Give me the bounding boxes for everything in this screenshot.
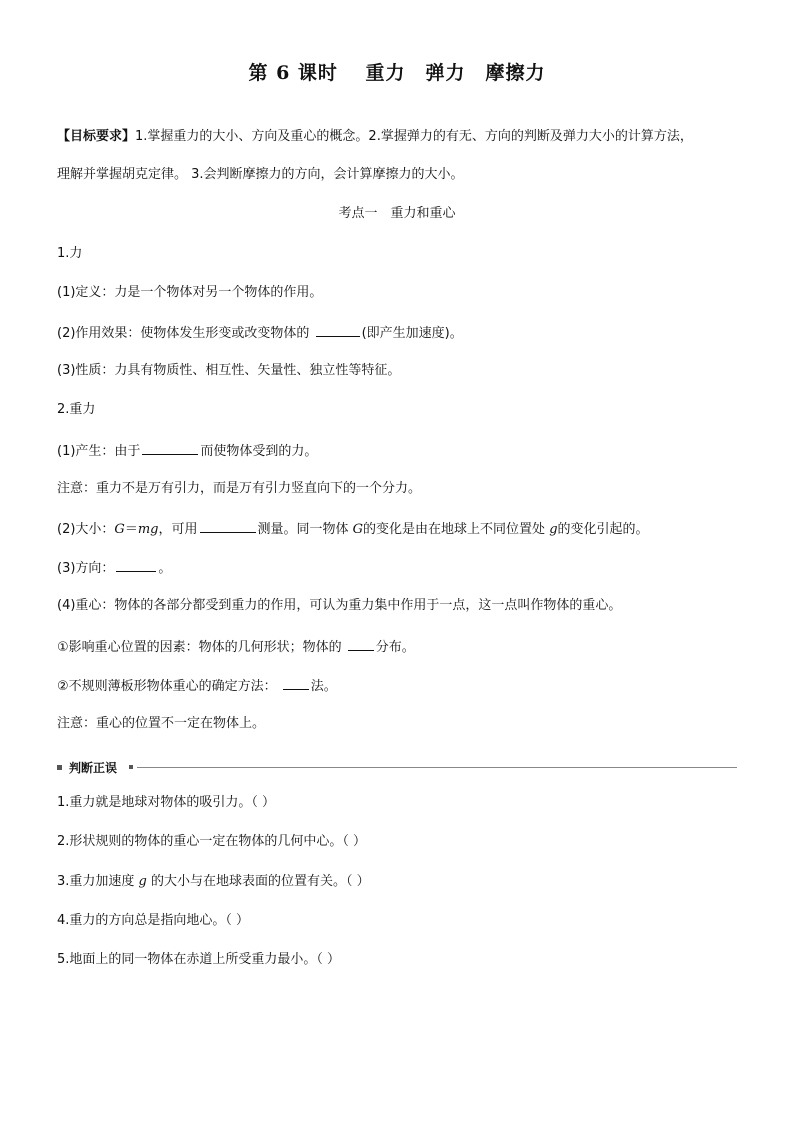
gravity-size-post1: 测量。同一物体: [257, 522, 349, 537]
objectives-line-2: 理解并掌握胡克定律。 3.会判断摩擦力的方向，会计算摩擦力的大小。: [57, 167, 464, 182]
section-heading: 考点一 重力和重心: [338, 206, 456, 221]
center-factor-post: 分布。: [375, 640, 415, 655]
judge-item-4: 4.重力的方向总是指向地心。（ ）: [57, 913, 250, 928]
gravity-size-post3: 的变化引起的。: [557, 522, 649, 537]
objectives-label: 【目标要求】: [57, 129, 136, 144]
gravity-direction-pre: (3)方向：: [57, 561, 115, 576]
gravity-origin-pre: (1)产生：由于: [57, 444, 141, 459]
formula-eq: ＝: [124, 522, 138, 537]
gravity-size-post2: 的变化是由在地球上不同位置处: [363, 522, 546, 537]
blank-field: [348, 636, 374, 651]
gravity-center: (4)重心：物体的各部分都受到重力的作用，可认为重力集中作用于一点，这一点叫作物体的重心。: [57, 598, 622, 613]
gravity-size-pre: (2)大小：: [57, 522, 115, 537]
judge-item-3: [57, 872, 747, 892]
formula-g: G: [114, 522, 125, 537]
var-small-g: g: [549, 522, 558, 537]
force-definition: (1)定义：力是一个物体对另一个物体的作用。: [57, 285, 323, 300]
lesson-title: 第 6 课时 重力 弹力 摩擦力: [248, 62, 546, 84]
center-method-pre: ②不规则薄板形物体重心的确定方法：: [57, 679, 277, 694]
blank-field: [316, 322, 360, 337]
judge-section-bar: [57, 759, 737, 779]
objectives-text-1: 1.掌握重力的大小、方向及重心的概念。2.掌握弹力的有无、方向的判断及弹力大小的计算方法，: [135, 129, 693, 144]
blank-field: [283, 675, 309, 690]
gravity-note-1: 注意：重力不是万有引力，而是万有引力竖直向下的一个分力。: [57, 481, 422, 496]
judge-item-3-post: 的大小与在地球表面的位置有关。（ ）: [151, 874, 370, 889]
center-factor: [57, 636, 747, 658]
gravity-size-mid: ，可用: [158, 522, 198, 537]
force-nature: (3)性质：力具有物质性、相互性、矢量性、独立性等特征。: [57, 363, 401, 378]
divider: [137, 767, 737, 768]
judge-item-5: 5.地面上的同一物体在赤道上所受重力最小。（ ）: [57, 952, 341, 967]
var-small-g: g: [138, 874, 147, 889]
force-effect: [57, 322, 747, 344]
center-method: [57, 675, 747, 697]
gravity-heading: 2.重力: [57, 402, 96, 417]
objectives-line-1: [57, 127, 747, 147]
judge-label: 判断正误: [69, 761, 118, 775]
center-method-post: 法。: [310, 679, 337, 694]
var-g: G: [352, 522, 364, 537]
force-effect-post: (即产生加速度)。: [361, 326, 463, 341]
force-effect-pre: (2)作用效果：使物体发生形变或改变物体的: [57, 326, 310, 341]
square-bullet-icon: [129, 765, 133, 769]
gravity-origin: [57, 440, 747, 462]
formula-mg: mg: [137, 522, 159, 537]
gravity-size: [57, 518, 747, 540]
blank-field: [116, 557, 156, 572]
gravity-origin-post: 而使物体受到的力。: [200, 444, 318, 459]
judge-item-3-pre: 3.重力加速度: [57, 874, 135, 889]
gravity-direction: [57, 557, 747, 579]
blank-field: [200, 518, 256, 533]
judge-item-2: 2.形状规则的物体的重心一定在物体的几何中心。（ ）: [57, 834, 367, 849]
gravity-direction-post: 。: [158, 561, 172, 576]
force-heading: 1.力: [57, 246, 83, 261]
blank-field: [142, 440, 198, 455]
center-factor-pre: ①影响重心位置的因素：物体的几何形状；物体的: [57, 640, 342, 655]
judge-item-1: 1.重力就是地球对物体的吸引力。（ ）: [57, 795, 276, 810]
gravity-note-2: 注意：重心的位置不一定在物体上。: [57, 716, 266, 731]
square-bullet-icon: [57, 765, 62, 770]
